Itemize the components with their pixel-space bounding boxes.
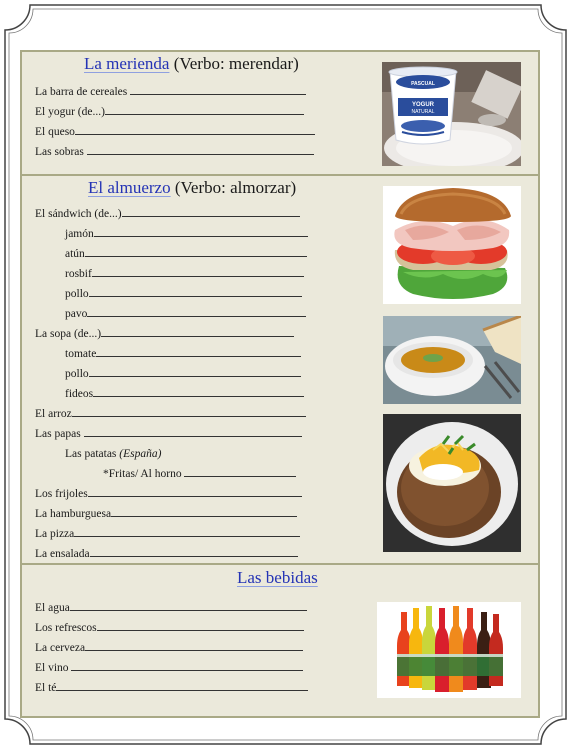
vocab-label: pavo [65,308,88,320]
vocab-note: (España) [119,448,162,460]
vocab-row [65,227,308,241]
vocab-label: pollo [65,288,89,300]
vocab-label: La sopa (de...) [35,328,102,340]
vocab-label: pollo [65,368,89,380]
vocab-row [65,367,301,381]
bebidas-title: Las bebidas [237,568,318,587]
vocab-label: Los frijoles [35,488,88,500]
vocab-row [35,681,308,695]
soda-bottles-photo [377,602,521,698]
vocab-label: El queso [35,126,75,138]
vocab-row [35,125,315,139]
vocab-row [35,661,303,675]
vocab-row [35,407,306,421]
vocab-row [35,85,306,99]
vocab-row [35,601,307,615]
soup-photo [383,316,521,404]
vocab-label: El yogur (de...) [35,106,105,118]
merienda-heading [84,54,299,74]
vocab-row [35,527,300,541]
vocab-row [65,287,302,301]
vocab-label: Las papas [35,428,81,440]
vocab-label: tomate [65,348,97,360]
vocab-label: rosbif [65,268,92,280]
merienda-verb: (Verbo: merendar) [169,54,299,73]
vocab-label: Las patatas [65,448,120,460]
vocab-row [35,105,304,119]
merienda-title: La merienda [84,54,170,73]
vocab-row [35,547,298,561]
vocab-row [65,347,301,361]
almuerzo-verb: (Verbo: almorzar) [170,178,297,197]
section-divider [22,174,538,176]
vocab-label: *Fritas/ Al horno [103,468,185,480]
vocab-label: La ensalada [35,548,90,560]
vocab-row [65,447,161,461]
vocab-label: Los refrescos [35,622,97,634]
vocab-row [35,327,294,341]
almuerzo-title: El almuerzo [88,178,171,197]
vocab-label: fideos [65,388,94,400]
vocab-row [65,267,304,281]
vocab-row [35,207,300,221]
vocab-label: jamón [65,228,94,240]
sandwich-photo [383,186,521,304]
vocab-label: La pizza [35,528,75,540]
almuerzo-heading [88,178,296,198]
section-divider [22,563,538,565]
vocab-label: La barra de cereales [35,86,128,98]
vocab-row [103,467,296,481]
vocab-row [35,427,302,441]
vocab-label: El arroz [35,408,72,420]
baked-potato-photo [383,414,521,552]
yogurt-photo [382,62,521,166]
vocab-row [65,307,306,321]
vocab-row [65,387,304,401]
vocab-row [35,145,314,159]
vocab-label: El vino [35,662,72,674]
vocab-row [65,247,307,261]
yogurt-label-line1: YOGUR [411,102,435,108]
worksheet-panel [20,50,540,718]
vocab-label: Las sobras [35,146,84,158]
yogurt-label-line2: NATURAL [411,109,435,115]
vocab-label: El agua [35,602,70,614]
vocab-label: atún [65,248,85,260]
vocab-label: El té [35,682,57,694]
bebidas-heading [237,568,318,588]
vocab-label: La cerveza [35,642,86,654]
svg-text:PASCUAL: PASCUAL [411,81,435,87]
vocab-row [35,641,303,655]
vocab-label: La hamburguesa [35,508,112,520]
vocab-row [35,487,302,501]
vocab-row [35,507,297,521]
vocab-row [35,621,304,635]
vocab-label: El sándwich (de...) [35,208,122,220]
